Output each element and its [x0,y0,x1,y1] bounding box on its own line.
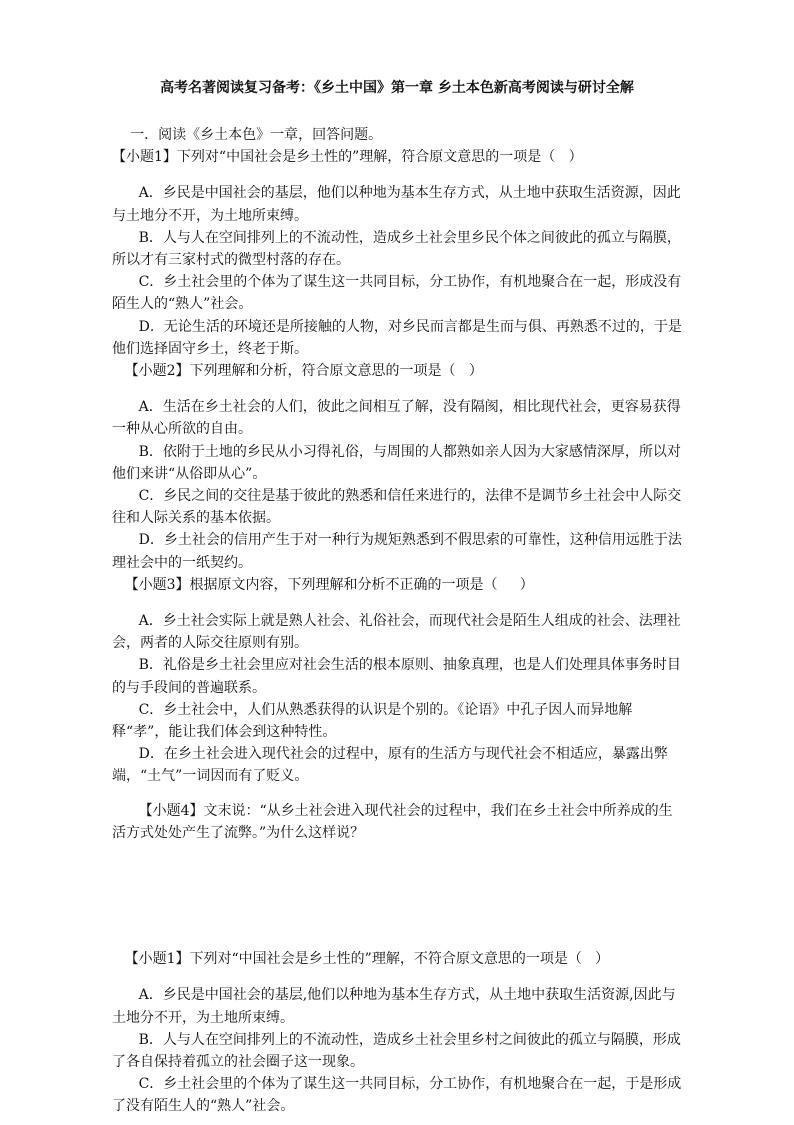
question-5-option-a: A．乡民是中国社会的基层,他们以种地为基本生存方式，从土地中获取生活资源,因此与土地分不开，为土地所束缚。 [112,987,676,1026]
question-3-head: 【小题3】根据原文内容，下列理解和分析不正确的一项是（ ） [124,576,534,593]
question-2-head: 【小题2】下列理解和分析，符合原文意思的一项是（ ） [124,363,483,380]
question-1-option-a: A．乡民是中国社会的基层，他们以种地为基本生存方式，从土地中获取生活资源，因此与土地分不开，为土地所束缚。 [112,185,681,224]
question-3-option-c: C．乡土社会中，人们从熟悉获得的认识是个别的。《论语》中孔子因人而异地解释“孝”，能让我们体会到这种特性。 [112,701,633,741]
question-2-option-d: D．乡土社会的信用产生于对一种行为规矩熟悉到不假思索的可靠性，这种信用远胜于法理社会中的一纸契约。 [112,532,682,571]
question-2-option-c: C．乡民之间的交往是基于彼此的熟悉和信任来进行的，法律不是调节乡土社会中人际交往和人际关系的基本依据。 [112,488,682,527]
question-2-option-a: A．生活在乡土社会的人们，彼此之间相互了解，没有隔阂，相比现代社会，更容易获得一种从心所欲的自由。 [112,399,681,438]
question-1-option-d: D．无论生活的环境还是所接触的人物，对乡民而言都是生而与俱、再熟悉不过的，于是他们选择固守乡土，终老于斯。 [112,318,682,357]
question-1-head: 【小题1】下列对“中国社会是乡土性的”理解，符合原文意思的一项是（ ） [112,149,583,166]
question-5-head: 【小题1】下列对“中国社会是乡土性的”理解，不符合原文意思的一项是（ ） [124,951,610,968]
spacer [112,788,684,800]
question-2-option-b: B．依附于土地的乡民从小习得礼俗，与周围的人都熟如亲人因为大家感情深厚，所以对他们来讲“从俗即从心”。 [112,443,681,482]
question-1-option-c: C．乡土社会里的个体为了谋生这一共同目标，分工协作，有机地聚合在一起，形成没有陌生人的“熟人”社会。 [112,274,682,313]
document-title: 高考名著阅读复习备考：《乡土中国》第一章 乡土本色新高考阅读与研讨全解 [160,80,634,96]
question-3-option-d: D．在乡土社会进入现代社会的过程中，原有的生活方与现代社会不相适应，暴露出弊端，“土气”一词因而有了贬义。 [112,746,668,785]
question-3-option-a: A．乡土社会实际上就是熟人社会、礼俗社会，而现代社会是陌生人组成的社会、法理社会，两者的人际交往原则有别。 [112,613,681,652]
question-5-option-b: B．人与人在空间排列上的不流动性，造成乡土社会里乡村之间彼此的孤立与隔膜，形成了各自保持着孤立的社会圈子这一现象。 [112,1031,681,1070]
question-3-option-b: B．礼俗是乡土社会里应对社会生活的根本原则、抽象真理，也是人们处理具体事务时目的与手段间的普遍联系。 [112,657,681,696]
question-4-head: 【小题4】文末说：“从乡土社会进入现代社会的过程中，我们在乡土社会中所养成的生活方式处处产生了流弊。”为什么这样说？ [112,802,673,841]
section-intro: 一．阅读《乡土本色》一章，回答问题。 [130,127,383,143]
answer-space [112,844,684,948]
question-1-option-b: B．人与人在空间排列上的不流动性，造成乡土社会里乡民个体之间彼此的孤立与隔膜，所以才有三家村式的微型村落的存在。 [112,229,681,269]
document-body [112,124,684,1118]
question-5-option-c: C．乡土社会里的个体为了谋生这一共同目标，分工协作，有机地聚合在一起，于是形成了没有陌生人的“熟人”社会。 [112,1076,682,1115]
